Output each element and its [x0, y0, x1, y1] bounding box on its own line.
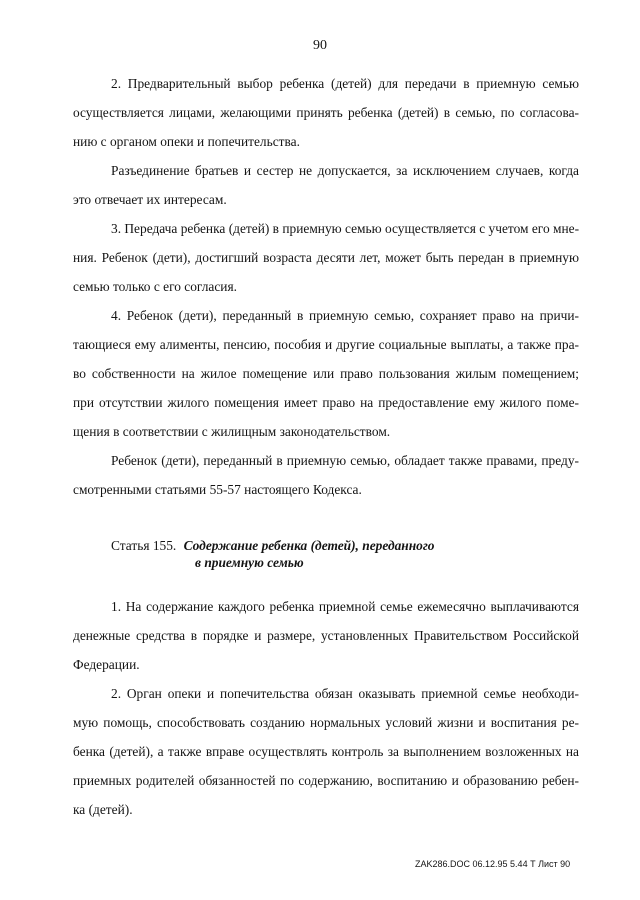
- paragraph-line: Федерации.: [73, 657, 140, 672]
- paragraph-line: ка (детей).: [73, 802, 133, 817]
- paragraph-line: ния. Ребенок (дети), достигший возраста десяти лет, может быть передан в приемную: [73, 250, 579, 265]
- page-number: 90: [313, 38, 327, 53]
- document-footer: ZAK286.DOC 06.12.95 5.44 Т Лист 90: [415, 859, 571, 869]
- paragraph-line: во собственности на жилое помещение или право пользования жилым помещением;: [73, 366, 579, 381]
- paragraph-line: осуществляется лицами, желающими принять ребенка (детей) в семью, по согласова-: [73, 105, 579, 120]
- article-title-continuation: в приемную семью: [195, 555, 304, 570]
- paragraph-line: 4. Ребенок (дети), переданный в приемную семью, сохраняет право на причи-: [111, 308, 579, 323]
- paragraph-line: бенка (детей), а также вправе осуществлять контроль за выполнением возложенных на: [73, 744, 579, 759]
- paragraph-line: Разъединение братьев и сестер не допускается, за исключением случаев, когда: [111, 163, 579, 178]
- paragraph-line: денежные средства в порядке и размере, установленных Правительством Российской: [73, 628, 579, 643]
- paragraph-line: 1. На содержание каждого ребенка приемной семье ежемесячно выплачиваются: [111, 599, 579, 614]
- article-heading: [111, 538, 434, 554]
- paragraph-line: 3. Передача ребенка (детей) в приемную семью осуществляется с учетом его мне-: [111, 221, 580, 236]
- paragraph-line: Ребенок (дети), переданный в приемную семью, обладает также правами, преду-: [111, 453, 579, 468]
- article-label: Статья 155.: [111, 538, 177, 553]
- paragraph-line: семью только с его согласия.: [73, 279, 237, 294]
- paragraph-line: нию с органом опеки и попечительства.: [73, 134, 300, 149]
- paragraph-line: при отсутствии жилого помещения имеет право на предоставление ему жилого поме-: [73, 395, 579, 410]
- paragraph-line: щения в соответствии с жилищным законодательством.: [73, 424, 391, 439]
- paragraph-line: мую помощь, способствовать созданию нормальных условий жизни и воспитания ре-: [73, 715, 579, 730]
- paragraph-line: смотренными статьями 55-57 настоящего Кодекса.: [73, 482, 362, 497]
- paragraph-line: 2. Орган опеки и попечительства обязан оказывать приемной семье необходи-: [111, 686, 579, 701]
- paragraph-line: тающиеся ему алименты, пенсию, пособия и другие социальные выплаты, а также пра-: [73, 337, 579, 352]
- paragraph-line: приемных родителей обязанностей по содержанию, воспитанию и образованию ребен-: [73, 773, 579, 788]
- article-title: Содержание ребенка (детей), переданного: [183, 538, 435, 553]
- paragraph-line: это отвечает их интересам.: [73, 192, 227, 207]
- paragraph-line: 2. Предварительный выбор ребенка (детей) для передачи в приемную семью: [111, 76, 579, 91]
